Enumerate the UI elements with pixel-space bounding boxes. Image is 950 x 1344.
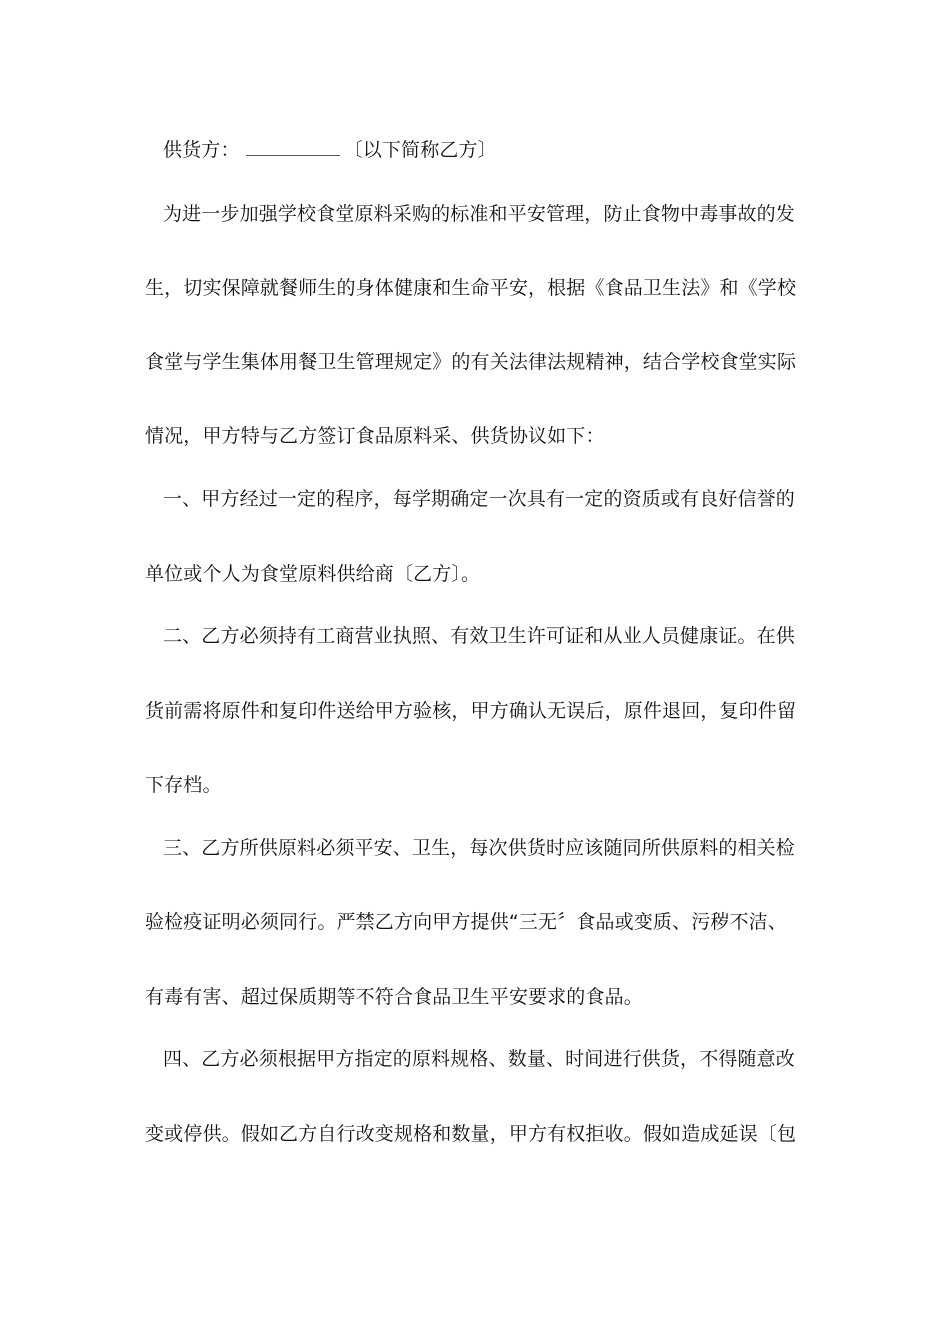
paragraph-line: 验检疫证明必须同行。严禁乙方向甲方提供“三无〞食品或变质、污秽不洁、 <box>145 911 787 933</box>
paragraph-line: 三、乙方所供原料必须平安、卫生，每次供货时应该随同所供原料的相关检 <box>163 837 795 859</box>
paragraph-line: 四、乙方必须根据甲方指定的原料规格、数量、时间进行供货，不得随意改 <box>163 1048 795 1070</box>
paragraph-line: 食堂与学生集体用餐卫生管理规定》的有关法律法规精神，结合学校食堂实际 <box>145 351 797 373</box>
supplier-suffix: 〔以下简称乙方〕 <box>343 139 497 161</box>
paragraph-line: 情况，甲方特与乙方签订食品原料采、供货协议如下： <box>145 425 605 447</box>
paragraph-line: 一、甲方经过一定的程序，每学期确定一次具有一定的资质或有良好信誉的 <box>163 488 795 510</box>
supplier-line <box>163 138 797 162</box>
paragraph-line: 为进一步加强学校食堂原料采购的标准和平安管理，防止食物中毒事故的发 <box>163 203 795 225</box>
paragraph-line: 生，切实保障就餐师生的身体健康和生命平安，根据《食品卫生法》和《学校 <box>145 277 797 299</box>
paragraph-line: 二、乙方必须持有工商营业执照、有效卫生许可证和从业人员健康证。在供 <box>163 625 795 647</box>
paragraph-line: 变或停供。假如乙方自行改变规格和数量，甲方有权拒收。假如造成延误〔包 <box>145 1123 797 1145</box>
supplier-label: 供货方： <box>163 139 240 161</box>
paragraph-line: 货前需将原件和复印件送给甲方验核，甲方确认无误后，原件退回，复印件留 <box>145 700 797 722</box>
paragraph-line: 有毒有害、超过保质期等不符合食品卫生平安要求的食品。 <box>145 986 643 1008</box>
paragraph-line: 下存档。 <box>145 774 222 796</box>
paragraph-line: 单位或个人为食堂原料供给商〔乙方〕。 <box>145 563 481 585</box>
supplier-blank <box>246 139 340 156</box>
